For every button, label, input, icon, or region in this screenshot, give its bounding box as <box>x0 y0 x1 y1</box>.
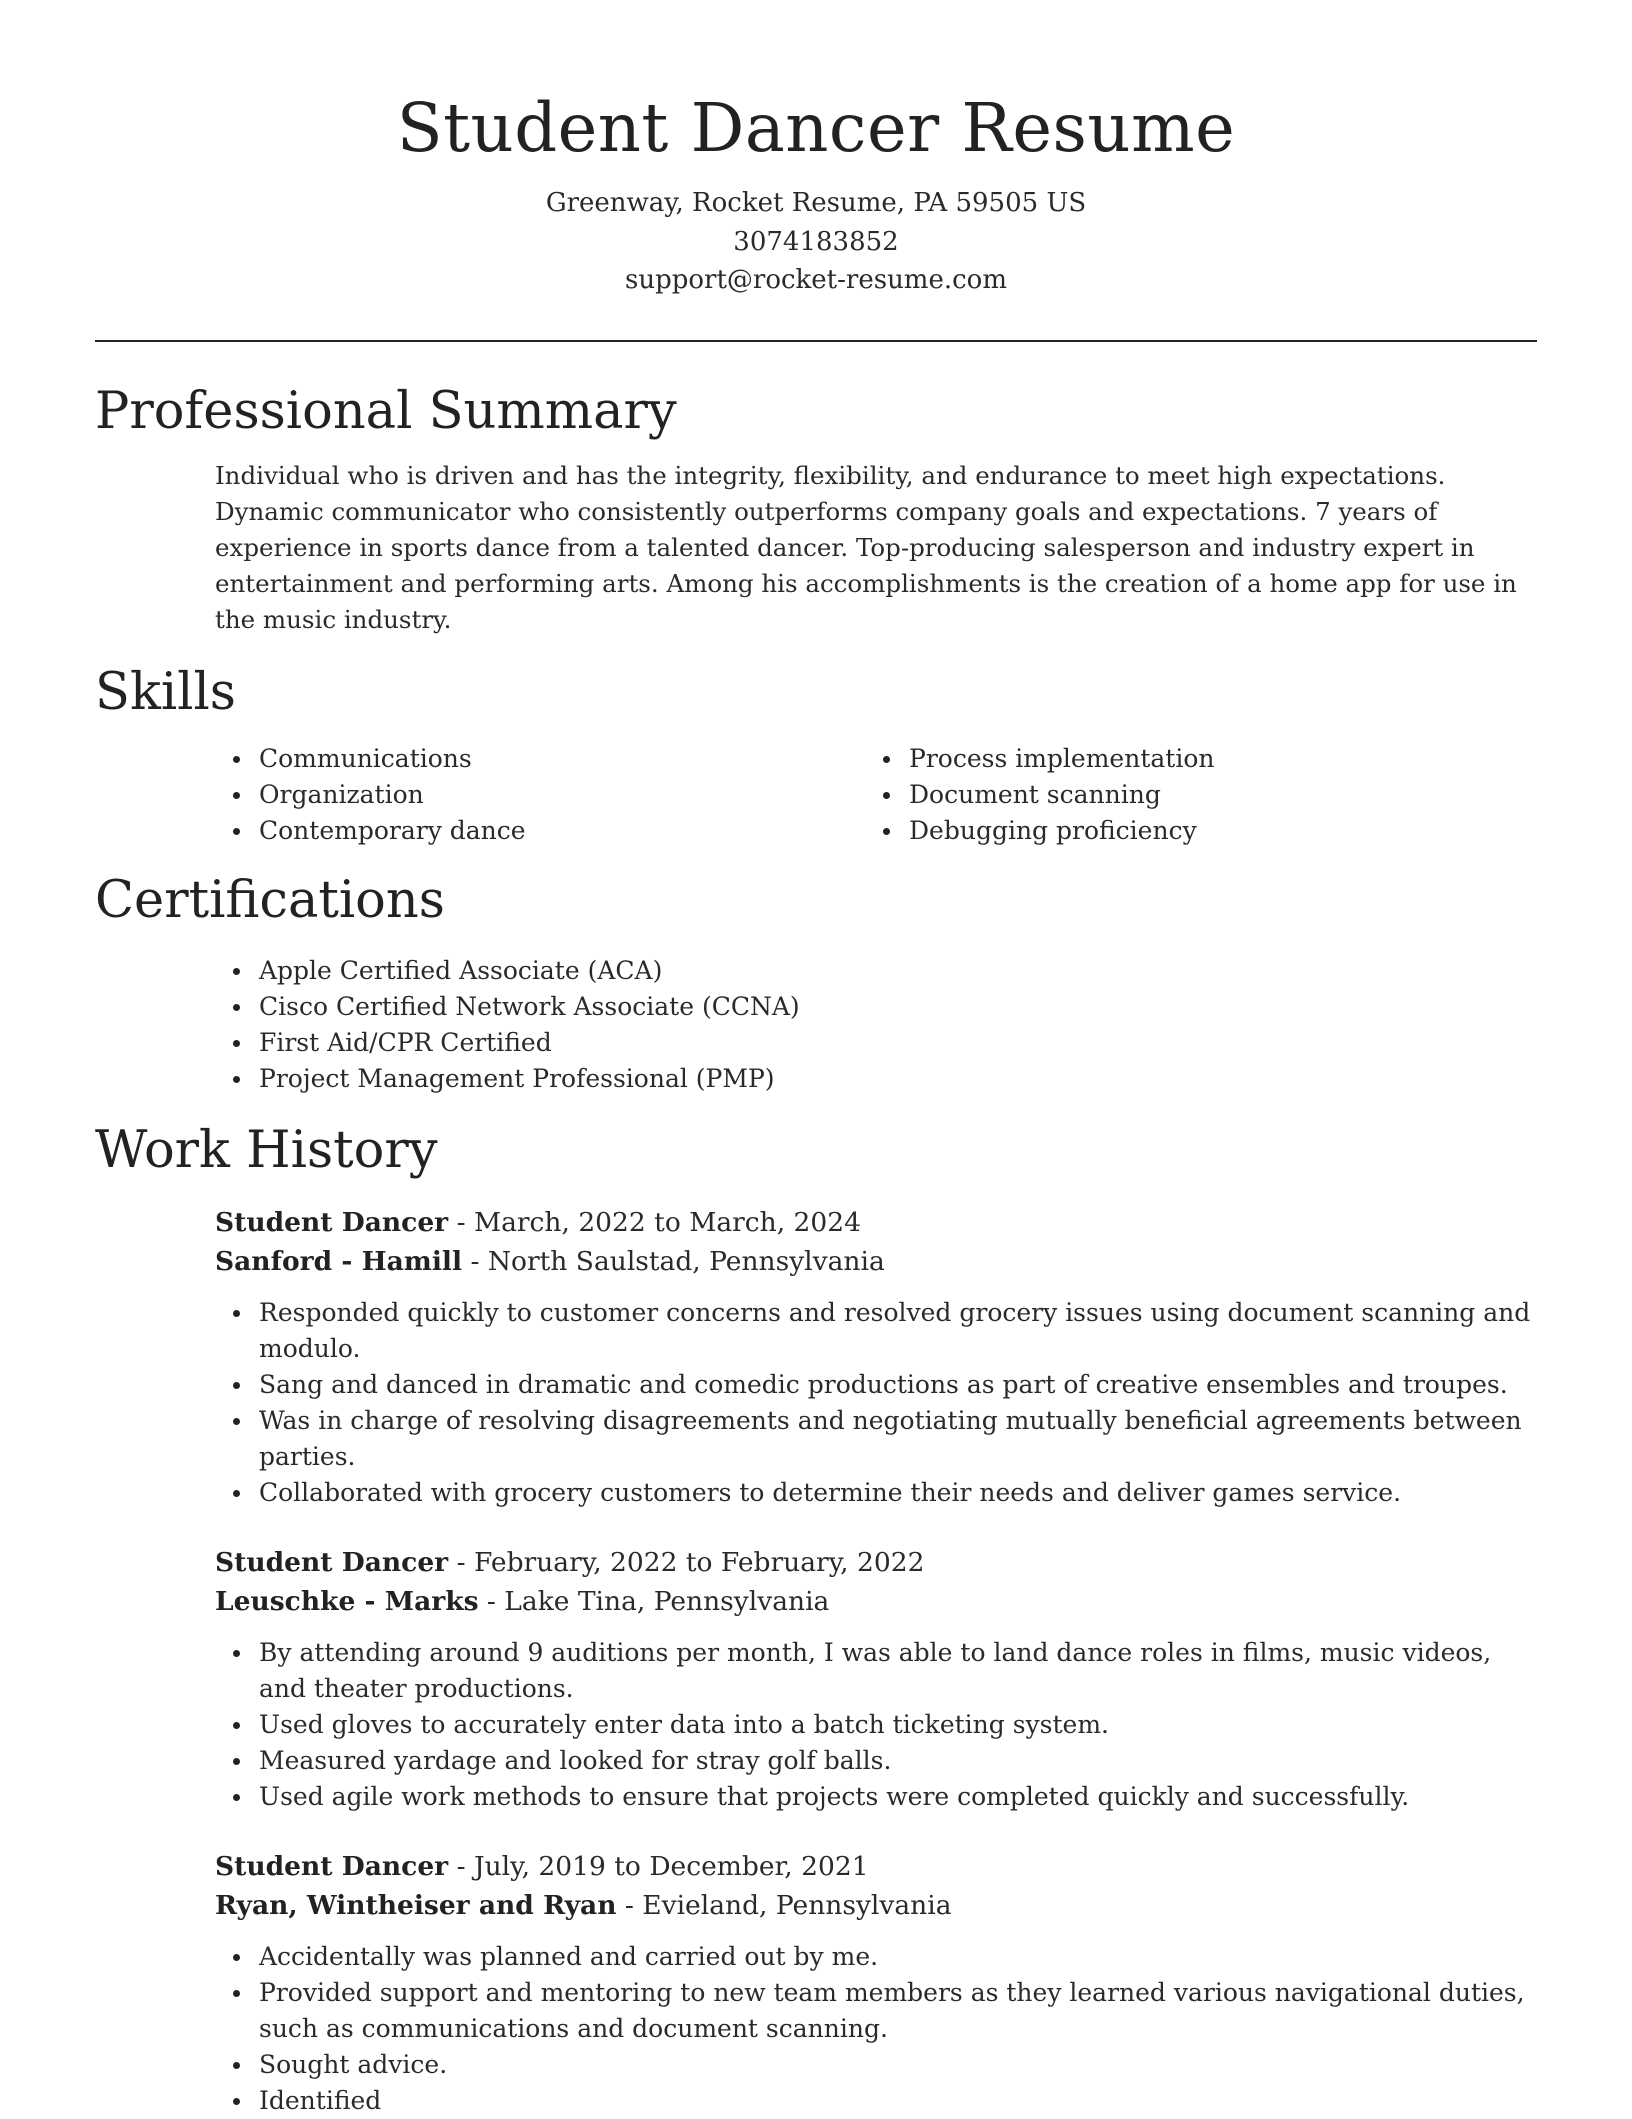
job-bullet: Provided support and mentoring to new team members as they learned various navigational duties, such as communications and document scanning. <box>215 1975 1537 2047</box>
job-location: - North Saulstad, Pennsylvania <box>462 1245 885 1277</box>
job-bullet: Measured yardage and looked for stray golf balls. <box>215 1743 1537 1779</box>
resume-page <box>95 0 1537 2119</box>
skills-column-right <box>865 741 1515 849</box>
job-title-line <box>215 1543 1537 1582</box>
job-company-line <box>215 1242 1537 1281</box>
job-dates: - March, 2022 to March, 2024 <box>448 1206 862 1238</box>
job-location: - Lake Tina, Pennsylvania <box>478 1585 830 1617</box>
job-bullet: Responded quickly to customer concerns and resolved grocery issues using document scanning and modulo. <box>215 1295 1537 1367</box>
skill-item: Communications <box>215 741 865 777</box>
job-header <box>215 1203 1537 1281</box>
skill-item: Organization <box>215 777 865 813</box>
job-bullet: Identified <box>215 2083 1537 2119</box>
job-bullet: Accidentally was planned and carried out by me. <box>215 1939 1537 1975</box>
contact-address: Greenway, Rocket Resume, PA 59505 US <box>545 188 1087 218</box>
job-bullet: Used gloves to accurately enter data into a batch ticketing system. <box>215 1707 1537 1743</box>
skill-item: Contemporary dance <box>215 813 865 849</box>
section-title-summary: Professional Summary <box>95 381 677 441</box>
job-bullets <box>215 1635 1537 1815</box>
section-title-work-history: Work History <box>95 1120 438 1180</box>
certification-item: Apple Certified Associate (ACA) <box>215 953 1537 989</box>
job-dates: - July, 2019 to December, 2021 <box>448 1850 869 1882</box>
section-title-certifications: Certifications <box>95 870 445 930</box>
job-company: Sanford - Hamill <box>215 1245 463 1277</box>
contact-email: support@rocket-resume.com <box>624 265 1007 295</box>
summary-text: Individual who is driven and has the integrity, flexibility, and endurance to meet high expectations. Dynamic communicator who consistently outperforms company goals and expectations. 7 years of experience in sports dance from a talented dancer. Top-producing salesperson and industry expert in entertainment and performing arts. Among his accomplishments is the creation of a home app for use in the music industry. <box>215 460 1517 634</box>
job-bullet: Collaborated with grocery customers to determine their needs and deliver games service. <box>215 1475 1537 1511</box>
job-bullets <box>215 1939 1537 2119</box>
certification-item: Project Management Professional (PMP) <box>215 1061 1537 1097</box>
job-role: Student Dancer <box>215 1546 449 1578</box>
resume-title: Student Dancer Resume <box>396 89 1236 167</box>
job-company: Ryan, Wintheiser and Ryan <box>215 1889 617 1921</box>
job-bullet: Was in charge of resolving disagreements and negotiating mutually beneficial agreements between parties. <box>215 1403 1537 1475</box>
job-location: - Evieland, Pennsylvania <box>616 1889 952 1921</box>
contact-phone: 3074183852 <box>733 226 899 257</box>
job-role: Student Dancer <box>215 1850 449 1882</box>
job-dates: - February, 2022 to February, 2022 <box>448 1546 925 1578</box>
header-divider <box>95 340 1537 342</box>
job-header <box>215 1543 1537 1621</box>
job-company: Leuschke - Marks <box>215 1585 479 1617</box>
job-header <box>215 1847 1537 1925</box>
job-bullet: Sought advice. <box>215 2047 1537 2083</box>
job-company-line <box>215 1582 1537 1621</box>
job-title-line <box>215 1847 1537 1886</box>
section-title-skills: Skills <box>95 662 236 722</box>
job-company-line <box>215 1886 1537 1925</box>
skills-list <box>215 741 1537 849</box>
job-bullets <box>215 1295 1537 1511</box>
resume-header <box>95 0 1537 300</box>
job-bullet: Used agile work methods to ensure that projects were completed quickly and successfully. <box>215 1779 1537 1815</box>
skill-item: Debugging proficiency <box>865 813 1515 849</box>
certification-item: Cisco Certified Network Associate (CCNA) <box>215 989 1537 1025</box>
skill-item: Document scanning <box>865 777 1515 813</box>
job-title-line <box>215 1203 1537 1242</box>
certification-item: First Aid/CPR Certified <box>215 1025 1537 1061</box>
job-bullet: By attending around 9 auditions per month, I was able to land dance roles in films, music videos, and theater productions. <box>215 1635 1537 1707</box>
job-role: Student Dancer <box>215 1206 449 1238</box>
certifications-list <box>215 953 1537 1097</box>
job-bullet: Sang and danced in dramatic and comedic productions as part of creative ensembles and troupes. <box>215 1367 1537 1403</box>
skill-item: Process implementation <box>865 741 1515 777</box>
skills-column-left <box>215 741 865 849</box>
contact-block <box>95 184 1537 300</box>
